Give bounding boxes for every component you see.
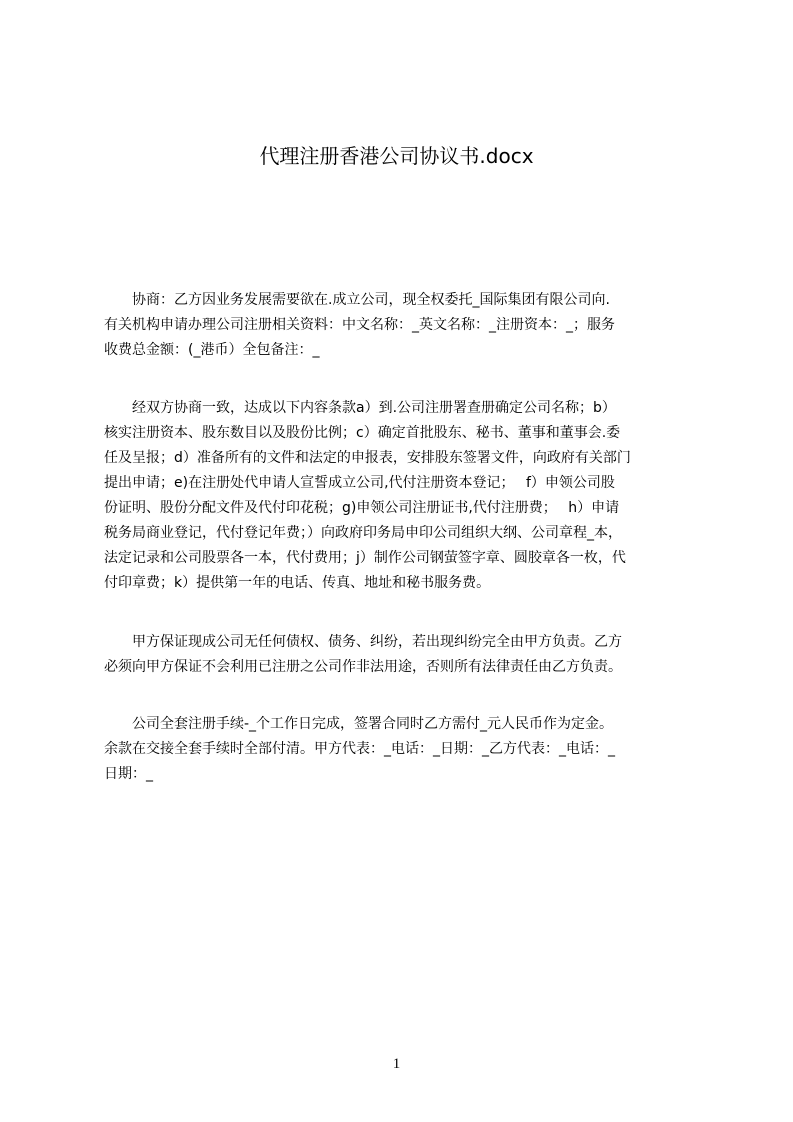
- paragraph-guarantee: [104, 630, 698, 680]
- paragraph-line: 付印章费；k）提供第一年的电话、传真、地址和秘书服务费。: [104, 575, 491, 591]
- paragraph-line: 有关机构申请办理公司注册相关资料：中文名称：_英文名称：_注册资本：_；服务: [104, 317, 615, 333]
- paragraph-line: 提出申请；e)在注册处代申请人宣誓成立公司,代付注册资本登记； f）申领公司股: [104, 475, 615, 491]
- paragraph-line: 任及呈报；d）准备所有的文件和法定的申报表，安排股东签署文件，向政府有关部门: [104, 450, 631, 466]
- paragraph-line: 公司全套注册手续-_个工作日完成，签署合同时乙方需付_元人民币作为定金。: [104, 716, 614, 732]
- paragraph-terms: [104, 396, 698, 596]
- paragraph-line: 收费总金额：(_港币）全包备注：_: [104, 342, 320, 358]
- paragraph-line: 份证明、股份分配文件及代付印花税；g)申领公司注册证书,代付注册费； h）申请: [104, 500, 620, 516]
- paragraph-line: 甲方保证现成公司无任何债权、债务、纠纷，若出现纠纷完全由甲方负责。乙方: [104, 634, 622, 650]
- paragraph-line: 日期：_: [104, 766, 153, 782]
- paragraph-consultation: [104, 288, 698, 363]
- document-title: 代理注册香港公司协议书.docx: [259, 144, 534, 168]
- paragraph-line: 法定记录和公司股票各一本，代付费用；j）制作公司钢萤签字章、圆胶章各一枚，代: [104, 550, 626, 566]
- paragraph-line: 必须向甲方保证不会利用已注册之公司作非法用途，否则所有法律责任由乙方负责。: [104, 659, 622, 675]
- paragraph-line: 协商：乙方因业务发展需要欲在.成立公司，现全权委托_国际集团有限公司向.: [104, 292, 610, 308]
- paragraph-line: 税务局商业登记，代付登记年费；）向政府印务局申印公司组织大纲、公司章程_本，: [104, 525, 622, 541]
- paragraph-line: 经双方协商一致，达成以下内容条款a）到.公司注册署查册确定公司名称；b）: [104, 400, 616, 416]
- page-number: 1: [392, 1056, 401, 1072]
- paragraph-payment: [104, 712, 698, 787]
- paragraph-line: 余款在交接全套手续时全部付清。甲方代表：_电话：_日期：_乙方代表：_电话：_: [104, 741, 615, 757]
- paragraph-line: 核实注册资本、股东数目以及股份比例；c）确定首批股东、秘书、董事和董事会.委: [104, 425, 621, 441]
